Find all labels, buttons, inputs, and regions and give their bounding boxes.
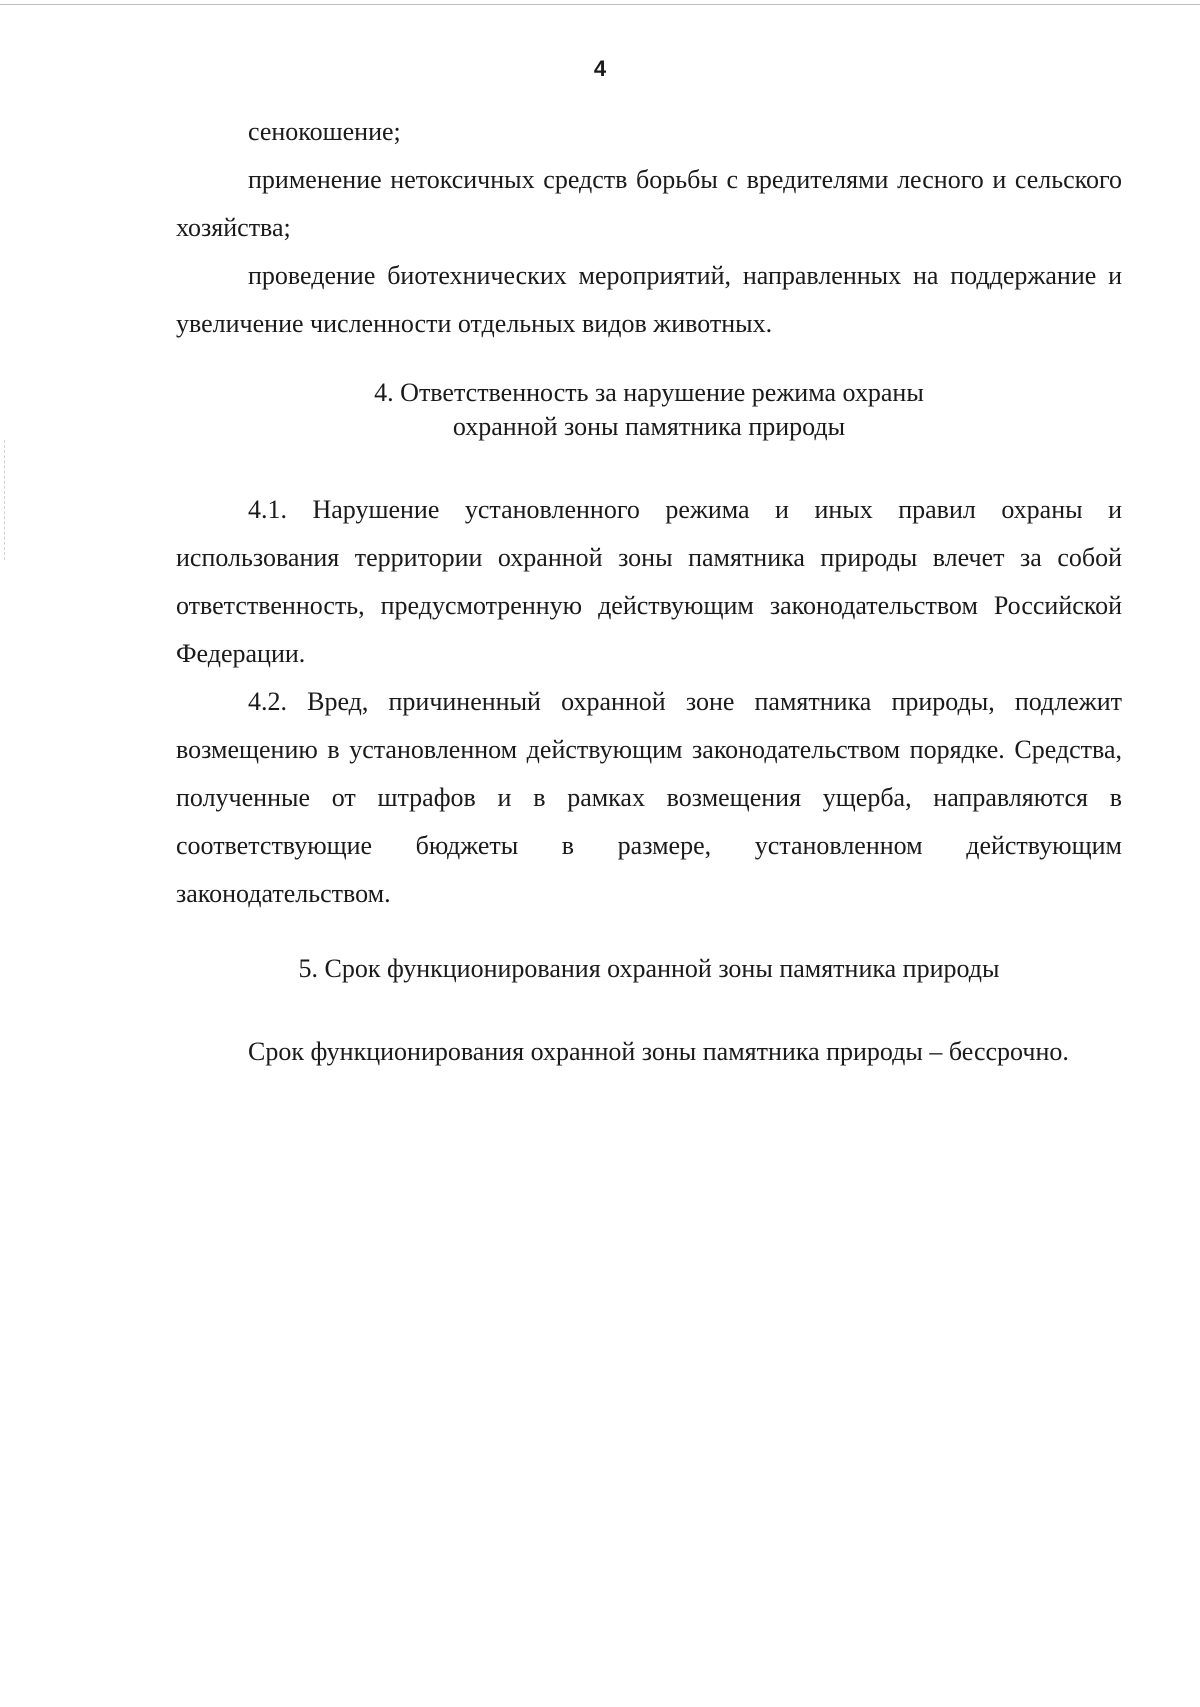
section-4-title-line-1: 4. Ответственность за нарушение режима охраны [374, 378, 924, 407]
paragraph-4-2: 4.2. Вред, причиненный охранной зоне памятника природы, подлежит возмещению в установленном действующим законодательством порядке. Средства, полученные от штрафов и в рамках возмещения ущерба, направляются в соответствующие бюджеты в размере, установленном действующим законодательством. [176, 687, 1122, 908]
scan-border-line [0, 4, 1200, 5]
paragraph-biotechnical-measures: проведение биотехнических мероприятий, направленных на поддержание и увеличение численности отдельных видов животных. [176, 261, 1122, 338]
paragraph-4-1: 4.1. Нарушение установленного режима и иных правил охраны и использования территории охранной зоны памятника природы влечет за собой ответственность, предусмотренную действующим законодательством Российской Федерации. [176, 495, 1122, 668]
section-5-title: 5. Срок функционирования охранной зоны памятника природы [298, 954, 1000, 983]
section-4-heading [176, 376, 1122, 444]
section-5-heading [176, 952, 1122, 986]
paragraph-haymaking: сенокошение; [248, 117, 401, 146]
paragraph-5-term: Срок функционирования охранной зоны памятника природы – бессрочно. [248, 1037, 1069, 1066]
document-body [176, 108, 1122, 1076]
section-4-title-line-2: охранной зоны памятника природы [452, 412, 846, 441]
page-number: 4 [593, 56, 607, 81]
scan-margin-marks [4, 440, 5, 560]
paragraph-pest-control: применение нетоксичных средств борьбы с вредителями лесного и сельского хозяйства; [176, 165, 1122, 242]
